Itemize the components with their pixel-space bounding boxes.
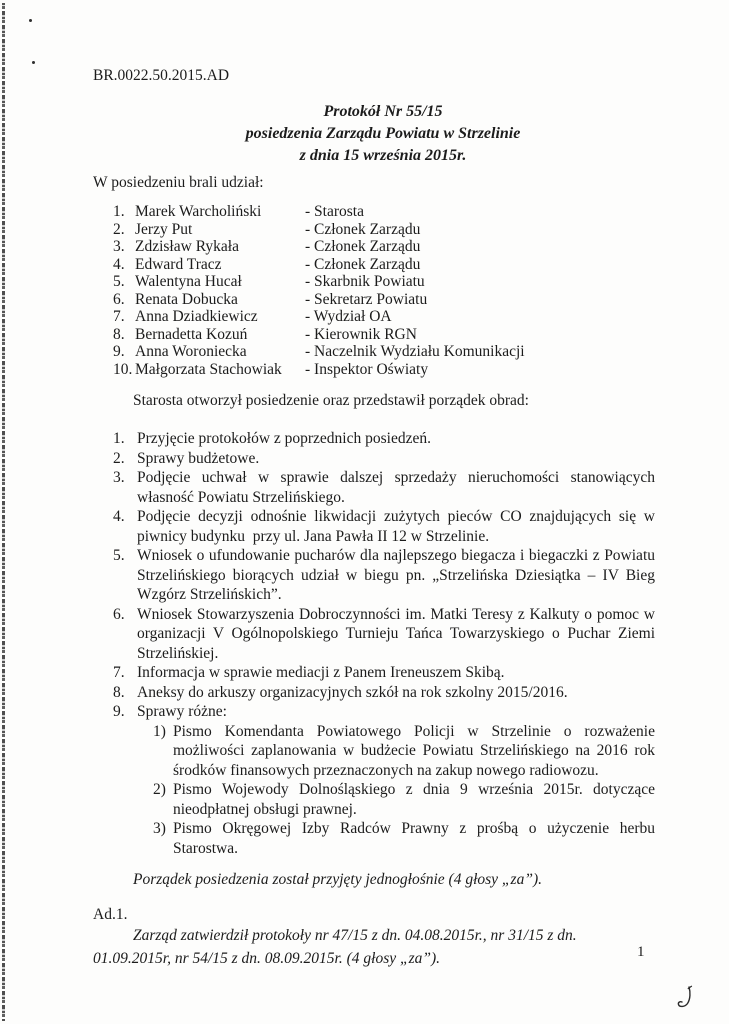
agenda-item-number: 3. <box>113 469 125 486</box>
title-line-3: z dnia 15 września 2015r. <box>299 147 467 164</box>
agenda-item <box>113 429 655 449</box>
participant-name: Małgorzata Stachowiak <box>135 360 282 378</box>
agenda-item <box>113 702 655 722</box>
participant-number: 5. <box>113 273 125 290</box>
participant-number: 7. <box>113 308 125 325</box>
agenda-sub-item <box>153 819 659 858</box>
agenda-item-number: 2. <box>113 449 125 467</box>
agenda-item <box>113 468 659 507</box>
participant-role: - Naczelnik Wydziału Komunikacji <box>305 343 525 360</box>
agenda-item-text: Sprawy budżetowe. <box>137 449 260 467</box>
document-content <box>93 66 659 970</box>
participant-role: - Wydział OA <box>305 308 392 325</box>
participant-role: - Skarbnik Powiatu <box>305 273 425 290</box>
participant-name: Zdzisław Rykała <box>135 238 239 255</box>
agenda-item-text: Wniosek o ufundowanie pucharów dla najlepszego biegacza i biegaczki z Powiatu Strzelińskiego biorących udział w biegu pn. „Strzelińska Dziesiątka – IV Bieg Wzgórz Strzelińskich”. <box>137 547 659 603</box>
agenda-item <box>113 507 659 546</box>
agenda-sub-item-text: Pismo Wojewody Dolnośląskiego z dnia 9 września 2015r. dotyczące nieodpłatnej obsługi prawnej. <box>173 781 659 818</box>
title-line-2: posiedzenia Zarządu Powiatu w Strzelinie <box>245 125 521 142</box>
agenda-item-text: Informacja w sprawie mediacji z Panem Ireneuszem Skibą. <box>137 664 505 681</box>
agenda-sub-item-number: 3) <box>153 820 166 837</box>
agenda-item <box>113 605 659 664</box>
title-line-1: Protokół Nr 55/15 <box>323 103 443 120</box>
agenda-sub-item <box>153 722 659 781</box>
reference-number: BR.0022.50.2015.AD <box>93 67 230 84</box>
participant-name: Anna Dziadkiewicz <box>135 308 258 325</box>
participant-row <box>113 308 655 326</box>
participant-row <box>113 273 655 291</box>
participant-number: 4. <box>113 255 125 273</box>
participant-role: - Członek Zarządu <box>305 238 421 255</box>
agenda-item-text: Podjęcie decyzji odnośnie likwidacji zużytych pieców CO znajdujących się w piwnicy budynku przy ul. Jana Pawła II 12 w Strzelinie. <box>137 508 659 545</box>
participant-row <box>113 343 655 361</box>
agenda-item-number: 8. <box>113 683 125 701</box>
participant-name: Edward Tracz <box>135 255 222 273</box>
participant-role: - Członek Zarządu <box>305 220 421 238</box>
document-title <box>102 101 664 167</box>
participant-name: Bernadetta Kozuń <box>135 325 248 343</box>
scan-speck <box>32 61 35 64</box>
participant-number: 9. <box>113 343 125 360</box>
handwritten-paraph <box>674 984 696 1015</box>
participant-name: Anna Woroniecka <box>135 343 247 360</box>
agenda-sub-item <box>153 780 659 819</box>
agenda-item-number: 9. <box>113 703 125 720</box>
participant-role: - Kierownik RGN <box>305 325 417 343</box>
agenda-list <box>113 429 659 858</box>
agenda-item-number: 4. <box>113 508 125 525</box>
participant-number: 2. <box>113 220 125 238</box>
scan-edge-artifact <box>2 3 5 1021</box>
participant-role: - Członek Zarządu <box>305 255 421 273</box>
participant-row <box>113 221 655 239</box>
participants-list <box>113 203 655 378</box>
participant-name: Renata Dobucka <box>135 290 238 308</box>
agenda-item-text: Sprawy różne: <box>137 703 227 720</box>
agenda-item-text: Podjęcie uchwał w sprawie dalszej sprzedaży nieruchomości stanowiących własność Powiatu Strzelińskiego. <box>137 469 659 506</box>
agenda-sub-list <box>153 722 659 859</box>
agenda-sub-item-number: 1) <box>153 722 166 740</box>
scan-speck <box>29 19 32 22</box>
agenda-item-number: 7. <box>113 664 125 681</box>
participant-row <box>113 291 655 309</box>
participant-name: Jerzy Put <box>135 220 193 238</box>
agenda-item-number: 1. <box>113 430 125 447</box>
agenda-item <box>113 683 655 703</box>
participant-role: - Inspektor Oświaty <box>305 360 429 378</box>
agenda-item-text: Aneksy do arkuszy organizacyjnych szkół na rok szkolny 2015/2016. <box>137 683 568 701</box>
participant-name: Marek Warcholiński <box>135 203 262 220</box>
agenda-item-text: Przyjęcie protokołów z poprzednich posiedzeń. <box>137 430 431 447</box>
agenda-item-text: Wniosek Stowarzyszenia Dobroczynności im. Matki Teresy z Kalkuty o pomoc w organizacji V Ogólnopolskiego Turnieju Tańca Towarzyskiego o Puchar Ziemi Strzelińskiej. <box>137 605 659 662</box>
participant-row <box>113 326 655 344</box>
participant-name: Walentyna Hucał <box>135 273 242 290</box>
ad1-text: Zarząd zatwierdził protokoły nr 47/15 z dn. 04.08.2015r., nr 31/15 z dn. 01.09.2015r, nr 54/15 z dn. 08.09.2015r. (4 głosy „za”). <box>93 927 577 967</box>
participant-row <box>113 256 655 274</box>
participant-role: - Starosta <box>305 203 364 220</box>
agenda-sub-item-text: Pismo Okręgowej Izby Radców Prawny z prośbą o użyczenie herbu Starostwa. <box>173 820 659 857</box>
agenda-sub-item-text: Pismo Komendanta Powiatowego Policji w Strzelinie o rozważenie możliwości zaplanowania w budżecie Powiatu Strzelińskiego na 2016 rok środków finansowych przeznaczonych na zakup nowego radiowozu. <box>173 722 659 779</box>
agenda-sub-item-number: 2) <box>153 781 166 798</box>
page-number: 1 <box>637 944 645 960</box>
participant-number: 3. <box>113 238 125 255</box>
agenda-item <box>113 546 659 605</box>
participant-row <box>113 361 655 379</box>
agenda-item <box>113 663 655 683</box>
agenda-item <box>113 449 655 469</box>
opening-statement: Starosta otworzył posiedzenie oraz przedstawił porządek obrad: <box>133 392 529 409</box>
resolution-statement: Porządek posiedzenia został przyjęty jednogłośnie (4 głosy „za”). <box>133 871 542 888</box>
participant-row <box>113 203 655 221</box>
participant-role: - Sekretarz Powiatu <box>305 290 428 308</box>
agenda-item-number: 6. <box>113 605 125 623</box>
participant-number: 6. <box>113 290 125 308</box>
attendance-intro: W posiedzeniu brali udział: <box>93 174 264 191</box>
participant-number: 8. <box>113 325 125 343</box>
participant-number: 1. <box>113 203 125 220</box>
participant-row <box>113 238 655 256</box>
paraph-squiggle-icon <box>674 984 696 1010</box>
participant-number: 10. <box>113 360 133 378</box>
ad1-label: Ad.1. <box>93 906 128 923</box>
agenda-item-number: 5. <box>113 547 125 564</box>
